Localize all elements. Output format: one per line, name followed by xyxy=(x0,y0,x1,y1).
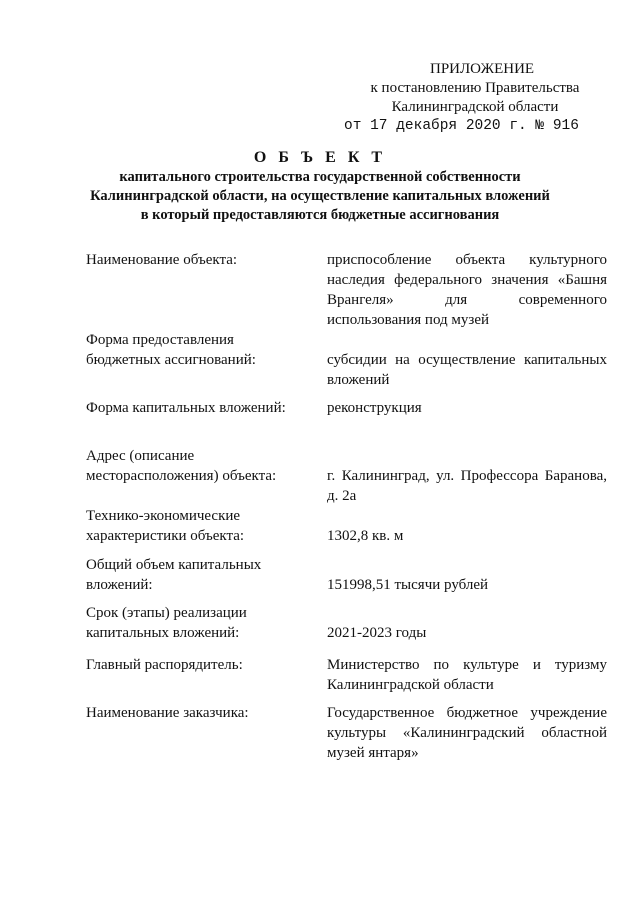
field-label: Главный распорядитель: xyxy=(86,657,243,673)
appendix-line-2: Калининградской области xyxy=(391,99,559,115)
field-label: Наименование объекта: xyxy=(86,252,238,268)
field-label: Общий объем капитальных вложений: xyxy=(86,557,262,593)
appendix-block xyxy=(330,60,620,136)
field-value: субсидии на осуществление капитальных вложений xyxy=(327,352,607,388)
heading-line-2: Калининградской области, на осуществление капитальных вложений xyxy=(90,188,550,204)
appendix-line-1: к постановлению Правительства xyxy=(370,80,580,96)
field-value: Министерство по культуре и туризму Калининградской области xyxy=(327,657,607,693)
field-value: г. Калининград, ул. Профессора Баранова, д. 2а xyxy=(327,468,607,504)
document-title: О Б Ъ Е К Т xyxy=(253,149,387,166)
heading-line-1: капитального строительства государственной собственности xyxy=(119,169,521,185)
field-value: реконструкция xyxy=(327,400,422,416)
field-label: Адрес (описание месторасположения) объекта: xyxy=(86,448,277,484)
field-value: приспособление объекта культурного наследия федерального значения «Башня Врангеля» для современного использования под музей xyxy=(327,252,607,328)
field-label: Технико-экономические характеристики объекта: xyxy=(86,508,245,544)
field-label: Форма капитальных вложений: xyxy=(86,400,286,416)
field-label: Наименование заказчика: xyxy=(86,705,249,721)
heading-line-3: в который предоставляются бюджетные ассигнования xyxy=(140,207,500,223)
field-value: 2021-2023 годы xyxy=(327,625,427,641)
field-label: Срок (этапы) реализации капитальных вложений: xyxy=(86,605,247,641)
field-label: Форма предоставления бюджетных ассигнований: xyxy=(86,332,256,368)
field-value: 1302,8 кв. м xyxy=(327,528,404,544)
document-heading xyxy=(0,148,640,225)
decree-date-number: от 17 декабря 2020 г. № 916 xyxy=(344,118,579,134)
appendix-title: ПРИЛОЖЕНИЕ xyxy=(430,61,535,77)
field-value: 151998,51 тысячи рублей xyxy=(327,577,489,593)
field-value: Государственное бюджетное учреждение культуры «Калининградский областной музей янтаря» xyxy=(327,705,607,761)
